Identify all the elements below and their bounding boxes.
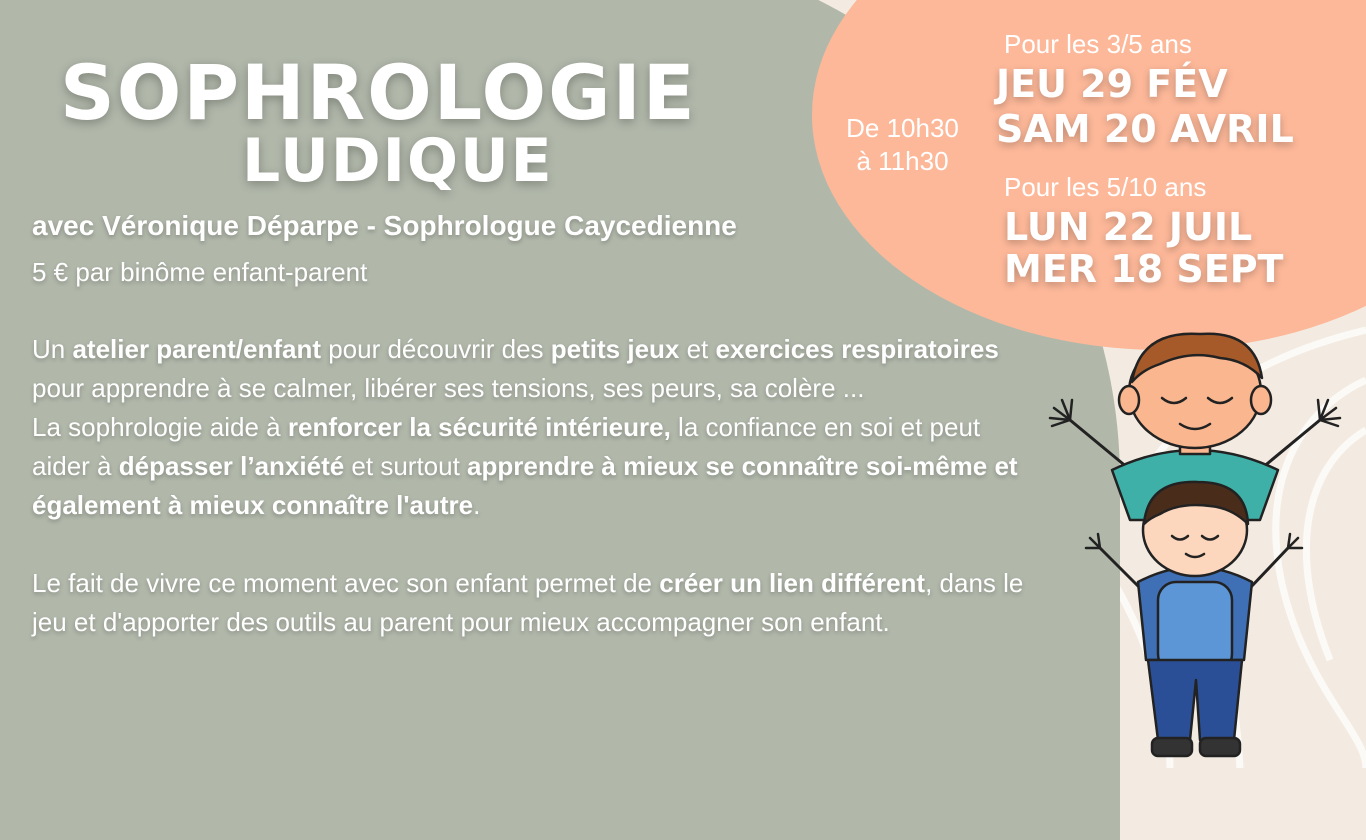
time-end: à 11h30 bbox=[856, 146, 949, 176]
children-meditating-illustration bbox=[1040, 320, 1350, 768]
date-jeu-29-fev: JEU 29 FÉV bbox=[996, 62, 1228, 106]
age-group-5-10: Pour les 5/10 ans bbox=[1004, 172, 1207, 202]
paragraph-1 bbox=[32, 330, 1042, 408]
text-run: . bbox=[473, 490, 481, 520]
instructor-line: avec Véronique Déparpe - Sophrologue Caycedienne bbox=[32, 210, 737, 241]
text-run: la confiance en soi et peut aider à bbox=[32, 412, 981, 481]
bold-phrase: apprendre à mieux se connaître soi-même et également à mieux connaître l'autre bbox=[32, 451, 1018, 520]
paragraph-2 bbox=[32, 408, 1042, 525]
price-line: 5 € par binôme enfant-parent bbox=[32, 257, 368, 287]
text-run: La sophrologie aide à bbox=[32, 412, 288, 442]
date-lun-22-juil: LUN 22 JUIL bbox=[1004, 205, 1253, 249]
text-run: Le fait de vivre ce moment avec son enfant permet de bbox=[32, 568, 660, 598]
bold-phrase: renforcer la sécurité intérieure, bbox=[287, 412, 671, 442]
date-sam-20-avril: SAM 20 AVRIL bbox=[996, 107, 1294, 151]
bold-phrase: exercices respiratoires bbox=[715, 334, 999, 364]
text-run: pour découvrir des bbox=[320, 334, 551, 364]
session-time bbox=[830, 112, 975, 178]
title-line-1: SOPHROLOGIE bbox=[60, 48, 697, 137]
paragraph-gap bbox=[32, 525, 1042, 564]
text-run: et bbox=[679, 334, 716, 364]
description bbox=[32, 330, 1042, 642]
text-run: et surtout bbox=[344, 451, 468, 481]
text-run: pour apprendre à se calmer, libérer ses tensions, ses peurs, sa colère ... bbox=[32, 373, 865, 403]
text-run: , dans le jeu et d'apporter des outils au parent pour mieux accompagner son enfant. bbox=[32, 568, 1024, 637]
date-mer-18-sept: MER 18 SEPT bbox=[1004, 247, 1284, 291]
text-run: Un bbox=[32, 334, 73, 364]
bold-phrase: créer un lien différent bbox=[659, 568, 926, 598]
paragraph-3 bbox=[32, 564, 1042, 642]
age-group-3-5: Pour les 3/5 ans bbox=[1004, 29, 1192, 59]
time-start: De 10h30 bbox=[846, 113, 959, 143]
bold-phrase: petits jeux bbox=[550, 334, 680, 364]
title-line-2: LUDIQUE bbox=[242, 126, 554, 196]
bold-phrase: atelier parent/enfant bbox=[72, 334, 321, 364]
bold-phrase: dépasser l’anxiété bbox=[118, 451, 345, 481]
